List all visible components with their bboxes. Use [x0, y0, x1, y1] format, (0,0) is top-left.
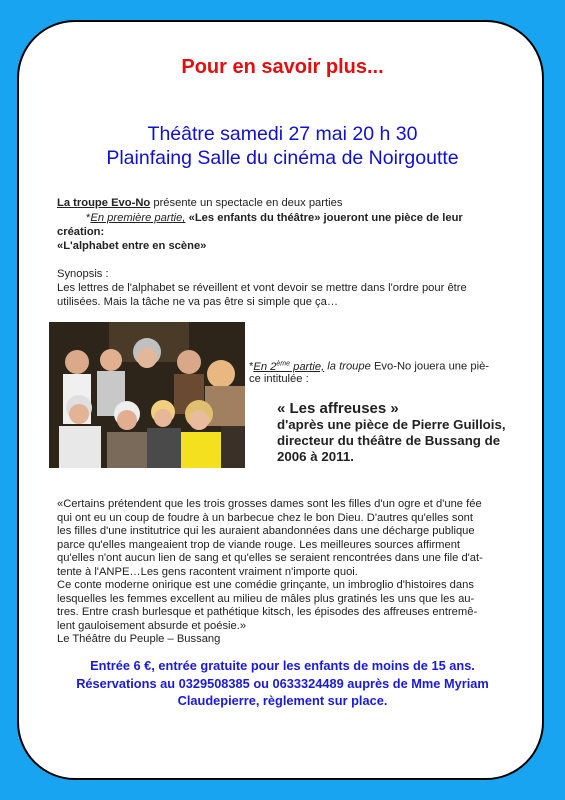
second-part-label: En 2ème partie,: [253, 360, 325, 373]
intro-line1: [57, 197, 342, 211]
second-part-line1: *En 2ème partie, la troupe Evo-No jouera une piè-: [249, 360, 490, 373]
venue-date: Théâtre samedi 27 mai 20 h 30: [147, 123, 418, 145]
play-credit-2: directeur du théâtre de Bussang de: [277, 433, 501, 448]
synopsis-line2: utilisées. Mais la tâche ne va pas être si simple que ça…: [57, 296, 339, 308]
footer-contact: Claudepierre, règlement sur place.: [177, 693, 388, 708]
phone-2: 0633324489: [272, 675, 344, 691]
quote-line: tres. Entre crash burlesque et pathétique kitsch, les épisodes des affreuses entremê-: [57, 606, 478, 618]
play-credit-1: d'après une pièce de Pierre Guillois,: [277, 417, 506, 432]
troupe-photo-illustration: [49, 322, 245, 468]
intro-creation: création:: [57, 226, 105, 238]
troupe-photo: [49, 322, 245, 468]
synopsis-label: Synopsis :: [57, 268, 109, 280]
quote-line: «Certains prétendent que les trois grosses dames sont les filles d'un ogre et d'une fée: [57, 498, 482, 510]
quote-line: Ce conte moderne onirique est une comédie grinçante, un imbroglio d'histoires dans: [57, 579, 474, 591]
quote-line: tente à l'ANPE…Les gens racontent vraiment n'importe quoi.: [57, 565, 358, 578]
intro-line2: *En première partie, «Les enfants du théâtre» joueront une pièce de leur: [86, 212, 463, 224]
footer-reservations: Réservations au 0329508385 ou 0633324489 auprès de Mme Myriam: [76, 675, 489, 691]
quote-line: qui ont eu un coup de foudre à un barbecue chez le bon Dieu. D'autres qu'elles sont: [57, 511, 474, 524]
quote-line: qu'elles n'ont aucun lien de sang et qu'elles se seraient rencontrées dans une file d'at-: [57, 552, 483, 564]
quote-line: lent gauloisement absurde et poésie.»: [57, 619, 247, 632]
phone-1: 0329508385: [178, 675, 250, 691]
quote-line: les filles d'une institutrice qui les auraient abandonnées dans une décharge publique: [57, 525, 475, 537]
play-credit-3: 2006 à 2011.: [277, 449, 354, 464]
first-part-label: En première partie,: [90, 212, 186, 224]
footer-price: Entrée 6 €, entrée gratuite pour les enfants de moins de 15 ans.: [90, 658, 475, 673]
second-part-line2: ce intitulée :: [249, 373, 309, 385]
intro-rest: présente un spectacle en deux parties: [150, 197, 343, 209]
quote-line: parce qu'elles mangeaient trop de viande rouge. Les meilleures sources affirment: [57, 538, 461, 551]
venue-location: Plainfaing Salle du cinéma de Noirgoutte: [106, 147, 459, 169]
quote-source: Le Théâtre du Peuple – Bussang: [57, 633, 221, 645]
synopsis-line1: Les lettres de l'alphabet se réveillent et vont devoir se mettre dans l'ordre pour être: [57, 282, 467, 294]
footer-info: [0, 657, 565, 710]
play-title: « Les affreuses »: [277, 400, 399, 417]
quote-block: [57, 498, 517, 647]
troupe-name: La troupe Evo-No: [57, 197, 151, 209]
headline: Pour en savoir plus...: [181, 56, 384, 78]
show-one: «Les enfants du théâtre» joueront une pièce de leur: [185, 212, 463, 224]
intro-alphabet: «L'alphabet entre en scène»: [57, 240, 207, 252]
quote-line: lesquelles les femmes excellent au milieu de mâles plus gratinés les uns que les au-: [57, 592, 475, 605]
